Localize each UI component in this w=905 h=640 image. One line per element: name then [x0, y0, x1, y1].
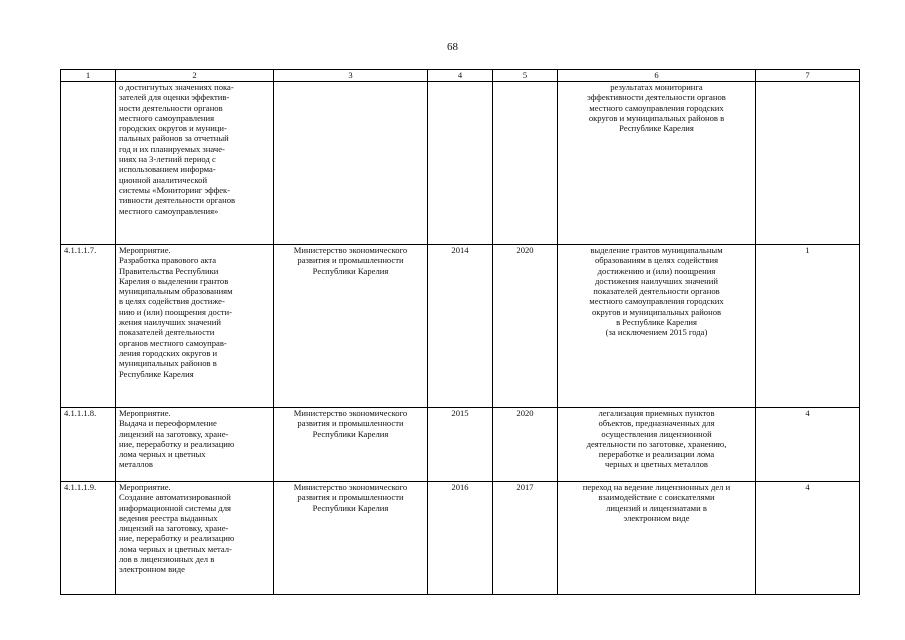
- measure-end-year: [493, 82, 558, 245]
- column-header: 7: [756, 70, 860, 82]
- measure-executor: Министерство экономического развития и промышленности Республики Карелия: [274, 482, 428, 595]
- measure-end-year: 2020: [493, 408, 558, 482]
- measure-result: переход на ведение лицензионных дел и взаимодействие с соискателями лицензий и лицензиатами в электронном виде: [558, 482, 756, 595]
- measure-start-year: 2015: [428, 408, 493, 482]
- measure-code: 4: [756, 482, 860, 595]
- measure-number: [61, 82, 116, 245]
- measure-code: [756, 82, 860, 245]
- table-row: [61, 408, 860, 482]
- measure-number: 4.1.1.1.8.: [61, 408, 116, 482]
- measure-result: легализация приемных пунктов объектов, предназначенных для осуществления лицензионной деятельности по заготовке, хранению, переработке и реализации лома черных и цветных металлов: [558, 408, 756, 482]
- measure-description: Мероприятие. Выдача и переоформление лицензий на заготовку, хране- ние, переработку и реализацию лома черных и цветных металлов: [116, 408, 274, 482]
- measures-table: [60, 69, 860, 595]
- measure-code: 1: [756, 245, 860, 408]
- column-header: 6: [558, 70, 756, 82]
- table-row: [61, 245, 860, 408]
- measure-description: Мероприятие. Разработка правового акта Правительства Республики Карелия о выделении грантов муниципальным образованиям в целях содействия достиже- нию и (или) поощрения дости- жения наилучших значений показателей деятельности органов местного самоуправ- ления городских округов и муниципальных районов в Республике Карелия: [116, 245, 274, 408]
- measure-start-year: 2016: [428, 482, 493, 595]
- table-row: [61, 482, 860, 595]
- column-header: 5: [493, 70, 558, 82]
- measure-executor: [274, 82, 428, 245]
- measure-description: о достигнутых значениях пока- зателей для оценки эффектив- ности деятельности органов местного самоуправления городских округов и муници- пальных районов за отчетный год и их планируемых значе- ниях на 3-летний период с использованием информа- ционной аналитической системы «Мониторинг эффек- тивности деятельности органов местного самоуправления»: [116, 82, 274, 245]
- measure-executor: Министерство экономического развития и промышленности Республики Карелия: [274, 245, 428, 408]
- page-number: 68: [447, 41, 458, 53]
- column-header: 2: [116, 70, 274, 82]
- table-row: [61, 82, 860, 245]
- measure-number: 4.1.1.1.7.: [61, 245, 116, 408]
- column-header: 4: [428, 70, 493, 82]
- measure-start-year: 2014: [428, 245, 493, 408]
- measure-result: выделение грантов муниципальным образованиям в целях содействия достижению и (или) поощрения достижения наилучших значений показателей деятельности органов местного самоуправления городских округов и муниципальных районов в Республике Карелия (за исключением 2015 года): [558, 245, 756, 408]
- table-header-row: [61, 70, 860, 82]
- measure-description: Мероприятие. Создание автоматизированной информационной системы для ведения реестра выданных лицензий на заготовку, хране- ние, переработку и реализацию лома черных и цветных метал- лов в лицензионных дел в электронном виде: [116, 482, 274, 595]
- measure-number: 4.1.1.1.9.: [61, 482, 116, 595]
- measure-end-year: 2017: [493, 482, 558, 595]
- column-header: 1: [61, 70, 116, 82]
- measure-end-year: 2020: [493, 245, 558, 408]
- measure-code: 4: [756, 408, 860, 482]
- measure-executor: Министерство экономического развития и промышленности Республики Карелия: [274, 408, 428, 482]
- measure-result: результатах мониторинга эффективности деятельности органов местного самоуправления городских округов и муниципальных районов в Республике Карелия: [558, 82, 756, 245]
- column-header: 3: [274, 70, 428, 82]
- measure-start-year: [428, 82, 493, 245]
